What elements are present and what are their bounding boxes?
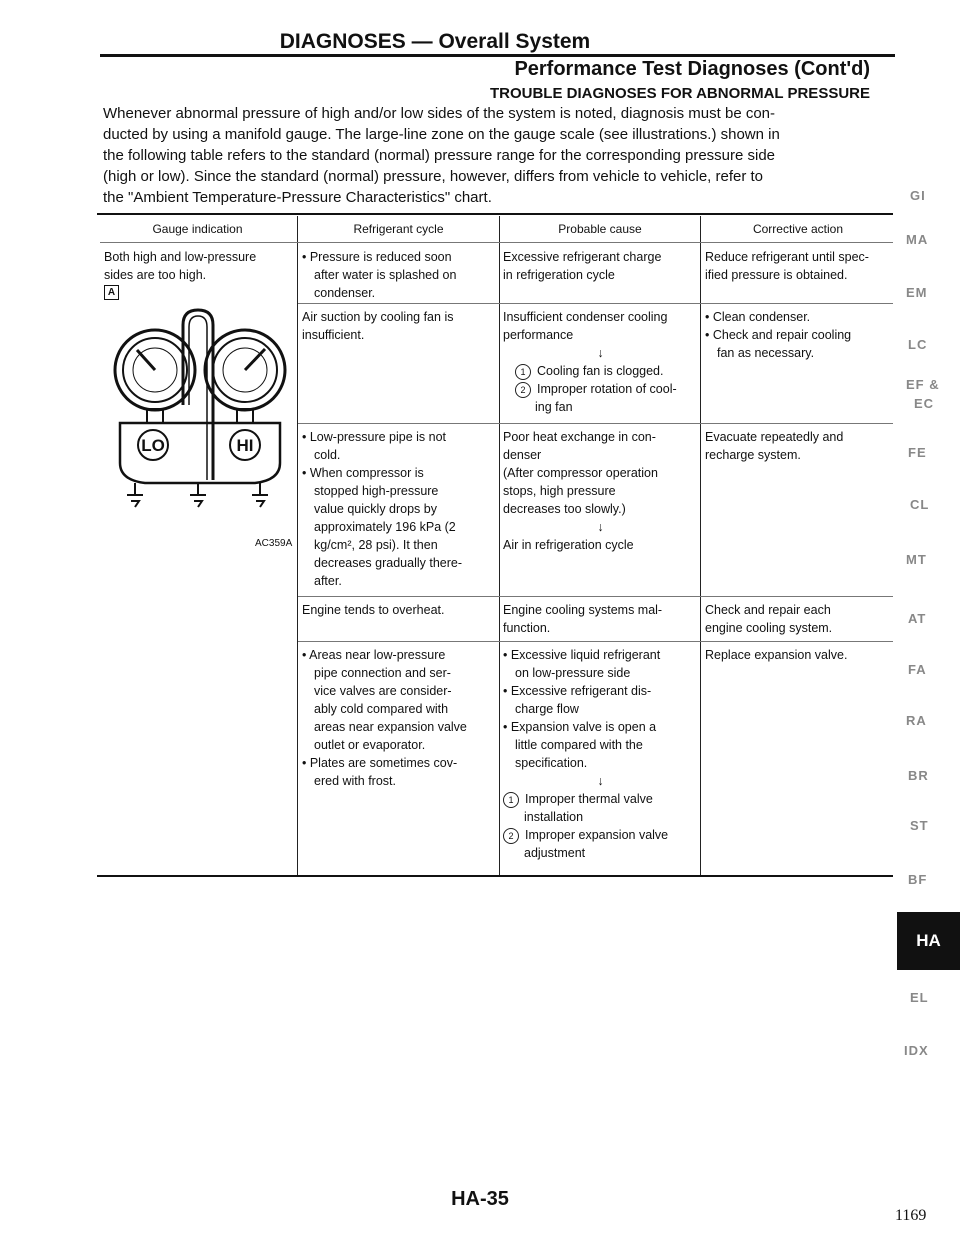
row4-cause: Engine cooling systems mal- function. [503, 603, 663, 635]
intro-line: (high or low). Since the standard (normal) pressure, however, differs from vehicle to vehicle, refer to [103, 168, 764, 185]
row-divider [298, 423, 893, 424]
header-refrigerant-cycle: Refrigerant cycle [353, 222, 444, 236]
row3-action: Evacuate repeatedly and recharge system. [705, 430, 844, 462]
sidebar-item-ef[interactable]: EF & [906, 377, 940, 392]
row2-cycle: Air suction by cooling fan is insufficient. [302, 310, 454, 342]
sidebar-item-mt[interactable]: MT [906, 552, 927, 567]
sidebar-item-cl[interactable]: CL [910, 497, 930, 512]
intro-line: Whenever abnormal pressure of high and/or low sides of the system is noted, diagnosis must be con- [103, 105, 776, 122]
row5-action: Replace expansion valve. [705, 648, 848, 662]
sidebar-item-idx[interactable]: IDX [904, 1043, 929, 1058]
header-divider [100, 242, 893, 243]
header-probable-cause: Probable cause [558, 222, 642, 236]
sidebar-item-ra[interactable]: RA [906, 713, 927, 728]
sidebar-item-st[interactable]: ST [910, 818, 929, 833]
intro-paragraph [103, 103, 893, 208]
intro-line: the following table refers to the standard (normal) pressure range for the corresponding pressure side [103, 147, 776, 164]
sidebar-item-fe[interactable]: FE [908, 445, 927, 460]
row4-action: Check and repair each engine cooling system. [705, 603, 833, 635]
sidebar-item-gi[interactable]: GI [910, 188, 926, 203]
page-number: HA-35 [451, 1188, 509, 1210]
row1-cause: Excessive refrigerant charge in refrigeration cycle [503, 250, 662, 282]
sidebar-item-el[interactable]: EL [910, 990, 929, 1005]
table-top-rule [97, 213, 893, 215]
gauge-indication-text: Both high and low-pressure sides are too high. [104, 250, 257, 282]
row2-action: • Clean condenser. • Check and repair cooling fan as necessary. [705, 310, 852, 360]
column-divider [700, 216, 701, 875]
row3-cause: Poor heat exchange in con- denser (After compressor operation stops, high pressure decreases too slowly.) ↓ Air in refrigeration cycle [503, 428, 698, 554]
row2-cause: Insufficient condenser cooling performance ↓ 1 Cooling fan is clogged. 2 Improper rotation of cool- ing fan [503, 308, 698, 416]
arrow-down-icon: ↓ [597, 520, 604, 534]
column-divider [499, 216, 500, 875]
arrow-down-icon: ↓ [597, 346, 604, 360]
intro-line: ducted by using a manifold gauge. The large-line zone on the gauge scale (see illustrations.) shown in [103, 126, 780, 143]
sidebar-item-fa[interactable]: FA [908, 662, 927, 677]
table-bottom-rule [97, 875, 893, 877]
row1-cycle: • Pressure is reduced soon after water is splashed on condenser. [302, 250, 457, 300]
header-corrective-action: Corrective action [752, 222, 844, 236]
sidebar-item-ec[interactable]: EC [914, 396, 935, 411]
header-rule [100, 54, 895, 57]
manifold-gauge-illustration [105, 305, 295, 525]
figure-label-box: A [104, 285, 119, 300]
sidebar-item-lc[interactable]: LC [908, 337, 928, 352]
intro-line: the "Ambient Temperature-Pressure Characteristics" chart. [103, 189, 492, 206]
row-divider [298, 596, 893, 597]
lo-label: LO [141, 436, 165, 455]
hi-label: HI [236, 436, 254, 455]
header-gauge-indication: Gauge indication [152, 222, 243, 236]
sidebar-item-bf[interactable]: BF [908, 872, 928, 887]
sheet-number: 1169 [895, 1207, 927, 1224]
figure-code: AC359A [255, 538, 293, 549]
row5-cause: • Excessive liquid refrigerant on low-pressure side • Excessive refrigerant dis- charge flow • Expansion valve is open a little compared with the specification. ↓ 1 Improper thermal valve installation 2 Improper expansion valve adjustment [503, 646, 698, 862]
row-divider [298, 303, 893, 304]
sidebar-item-ha-active[interactable]: HA [897, 912, 960, 970]
arrow-down-icon: ↓ [597, 774, 604, 788]
row5-cycle: • Areas near low-pressure pipe connection and ser- vice valves are consider- ably cold compared with areas near expansion valve outlet or evaporator. • Plates are sometimes cov- ered with frost. [302, 648, 467, 788]
section-title: DIAGNOSES — Overall System [279, 30, 591, 53]
subheading: TROUBLE DIAGNOSES FOR ABNORMAL PRESSURE [489, 85, 870, 102]
sidebar-item-at[interactable]: AT [908, 611, 927, 626]
column-divider [297, 216, 298, 875]
sidebar-item-br[interactable]: BR [908, 768, 929, 783]
row-divider [298, 641, 893, 642]
sidebar-item-em[interactable]: EM [906, 285, 928, 300]
row3-cycle: • Low-pressure pipe is not cold. • When compressor is stopped high-pressure value quickly drops by approximately 196 kPa (2 kg/cm², 28 psi). It then decreases gradually there- after. [302, 430, 462, 588]
row1-action: Reduce refrigerant until spec- ified pressure is obtained. [705, 250, 869, 282]
page-subtitle: Performance Test Diagnoses (Cont'd) [514, 58, 870, 80]
row4-cycle: Engine tends to overheat. [302, 603, 445, 617]
sidebar-item-ma[interactable]: MA [906, 232, 929, 247]
